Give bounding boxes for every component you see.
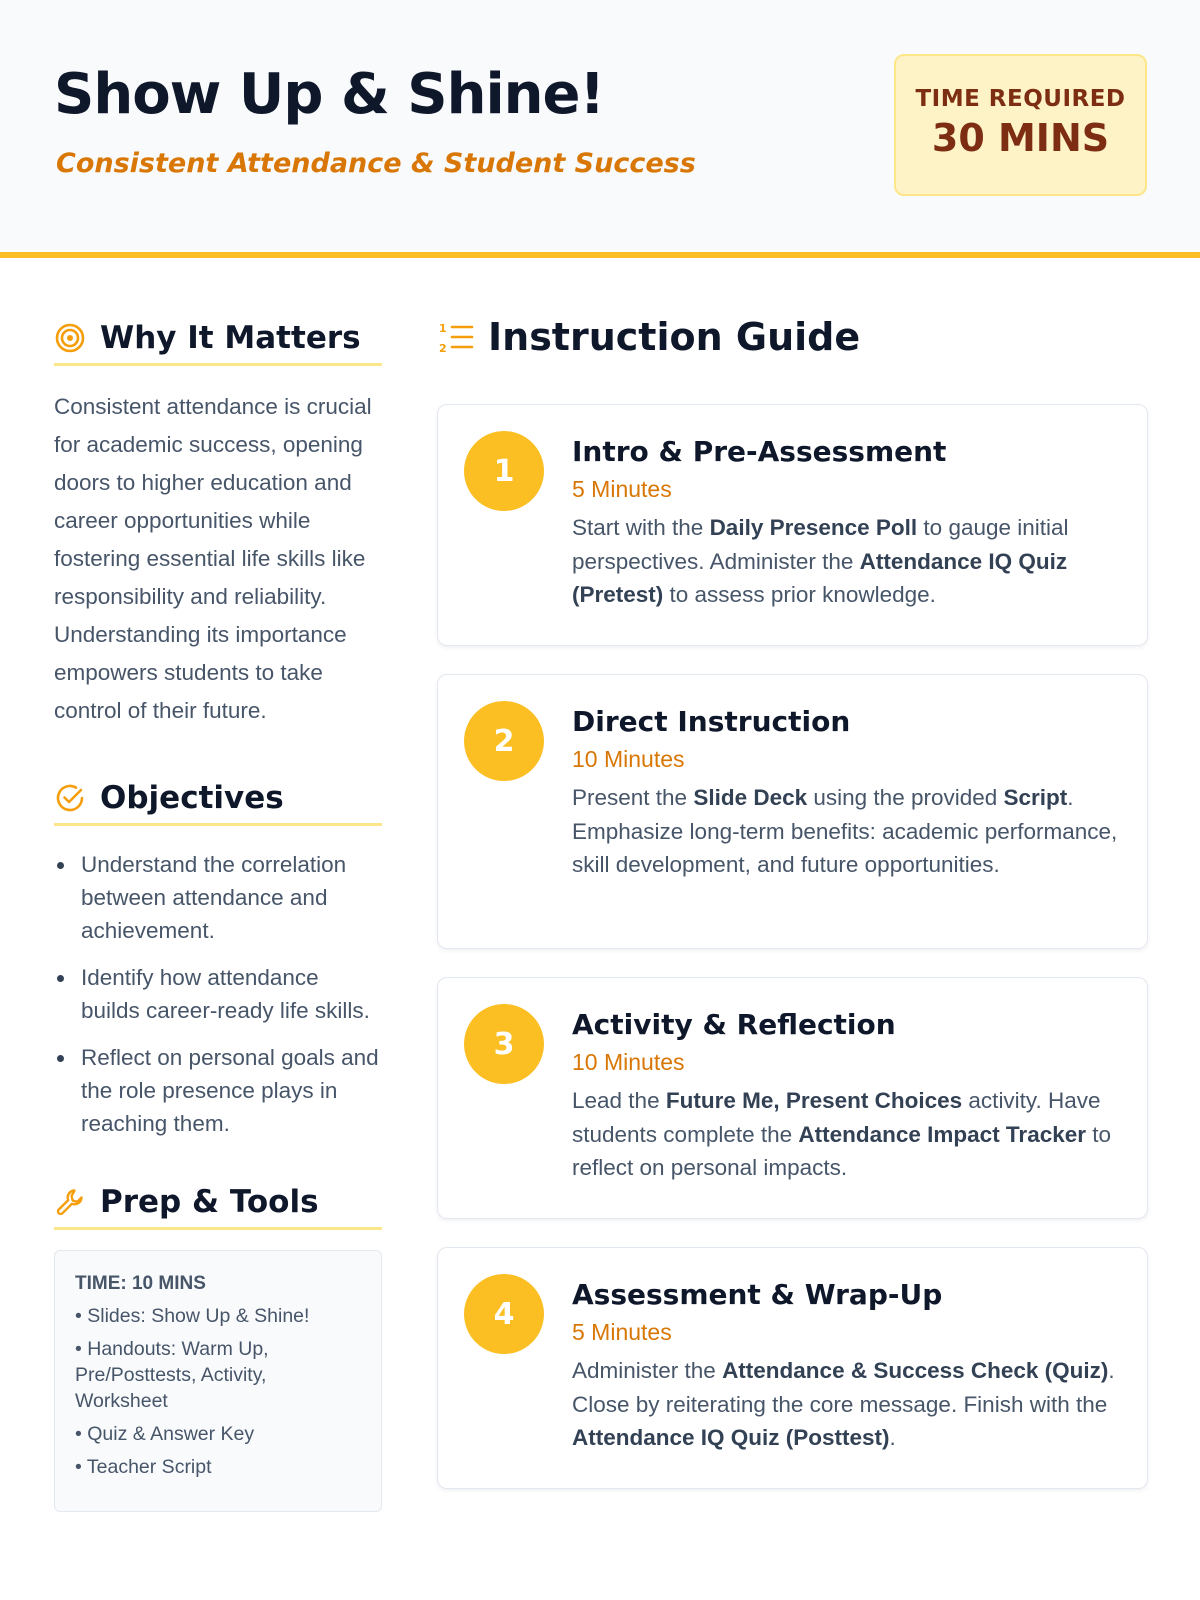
text-segment: activity. Have students complete the (572, 1088, 1101, 1147)
step-duration: 10 Minutes (572, 746, 685, 772)
step-card-1 (437, 404, 1148, 646)
step-content (572, 1008, 1128, 1185)
text-segment: Present the (572, 785, 694, 810)
bold-term: Script (1003, 785, 1068, 810)
bold-term: Attendance IQ Quiz (Pretest) (572, 548, 1068, 607)
text-segment: . (889, 1425, 896, 1450)
objective-item: Reflect on personal goals and the role presence plays in reaching them. (54, 1041, 382, 1140)
bold-term: Attendance & Success Check (Quiz) (722, 1358, 1109, 1383)
text-segment: . Close by reiterating the core message. Finish with the (572, 1358, 1115, 1417)
prep-tools-list (75, 1303, 361, 1480)
objective-item: Identify how attendance builds career-ready life skills. (54, 961, 382, 1027)
svg-text:2: 2 (439, 342, 447, 355)
prep-tools-box (54, 1250, 382, 1512)
target-icon (54, 322, 86, 354)
step-title: Intro & Pre-Assessment (572, 435, 947, 468)
why-it-matters-heading: Why It Matters (100, 319, 361, 356)
page-title: Show Up & Shine! (54, 62, 605, 127)
text-segment: to assess prior knowledge. (663, 582, 936, 607)
text-segment: Start with the (572, 515, 710, 540)
instruction-guide-header (438, 312, 860, 362)
step-duration: 10 Minutes (572, 1049, 685, 1075)
prep-item: • Slides: Show Up & Shine! (75, 1305, 310, 1327)
instruction-guide-heading: Instruction Guide (488, 315, 861, 359)
bold-term: Future Me, Present Choices (665, 1088, 963, 1113)
check-circle-icon (54, 782, 86, 814)
why-it-matters-header (54, 312, 382, 366)
time-required-label: TIME REQUIRED (915, 86, 1126, 112)
step-description (572, 1354, 1128, 1455)
text-segment: Administer the (572, 1358, 723, 1383)
text-segment: . Emphasize long-term benefits: academic performance, skill development, and future opportunities. (572, 785, 1118, 877)
prep-item: • Handouts: Warm Up, Pre/Posttests, Activity, Worksheet (75, 1338, 269, 1412)
prep-tools-heading: Prep & Tools (100, 1183, 319, 1220)
wrench-icon (54, 1186, 86, 1218)
objective-item: Understand the correlation between attendance and achievement. (54, 848, 382, 947)
bold-term: Daily Presence Poll (709, 515, 918, 540)
page-subtitle: Consistent Attendance & Student Success (56, 148, 696, 179)
left-column (54, 312, 382, 1512)
step-title: Activity & Reflection (572, 1008, 896, 1041)
text-segment: Lead the (572, 1088, 666, 1113)
text-segment: to reflect on personal impacts. (572, 1121, 1112, 1180)
prep-item: • Quiz & Answer Key (75, 1423, 255, 1445)
step-number-badge: 4 (464, 1274, 544, 1354)
step-card-2 (437, 674, 1148, 949)
numbered-list-icon (438, 319, 474, 355)
time-required-value: 30 MINS (931, 116, 1110, 160)
prep-time: TIME: 10 MINS (75, 1273, 206, 1294)
step-title: Direct Instruction (572, 705, 851, 738)
step-content (572, 705, 1128, 882)
step-content (572, 435, 1128, 612)
step-duration: 5 Minutes (572, 1319, 672, 1345)
svg-text:1: 1 (439, 322, 447, 335)
step-number-badge: 2 (464, 701, 544, 781)
objectives-header (54, 772, 382, 826)
bold-term: Attendance Impact Tracker (798, 1121, 1087, 1147)
bold-term: Attendance IQ Quiz (Posttest) (572, 1425, 890, 1450)
step-number-badge: 3 (464, 1004, 544, 1084)
text-segment: to gauge initial perspectives. Administer the (572, 515, 1069, 574)
page-header (0, 0, 1200, 258)
objectives-heading: Objectives (100, 779, 284, 816)
step-card-4 (437, 1247, 1148, 1489)
why-it-matters-text: Consistent attendance is crucial for academic success, opening doors to higher education and career opportunities while fostering essential life skills like responsibility and reliability. Understanding its importance empowers students to take control of their future. (54, 394, 372, 723)
objectives-list (54, 848, 382, 1140)
step-duration: 5 Minutes (572, 476, 672, 502)
step-description (572, 511, 1128, 612)
bold-term: Slide Deck (693, 785, 808, 810)
step-description (572, 781, 1128, 882)
step-title: Assessment & Wrap-Up (572, 1278, 943, 1311)
step-number-badge: 1 (464, 431, 544, 511)
text-segment: using the provided (807, 785, 1004, 810)
prep-tools-header (54, 1176, 382, 1230)
prep-item: • Teacher Script (75, 1456, 212, 1478)
time-required-badge (894, 54, 1147, 196)
step-description (572, 1084, 1128, 1185)
step-card-3 (437, 977, 1148, 1219)
step-content (572, 1278, 1128, 1455)
